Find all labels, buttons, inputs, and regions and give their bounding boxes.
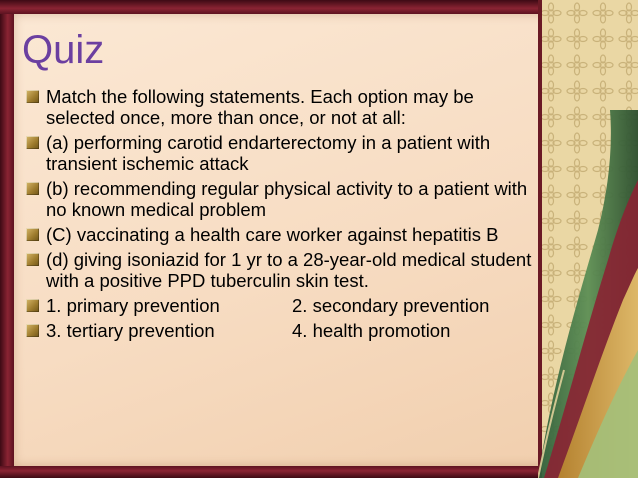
square-bullet-icon [26, 253, 39, 266]
list-item-text: (d) giving isoniazid for 1 yr to a 28-year-old medical student with a positive PPD tuberculin skin test. [46, 249, 532, 291]
square-bullet-icon [26, 136, 39, 149]
list-item [22, 224, 547, 245]
option-right: 2. secondary prevention [292, 295, 490, 316]
square-bullet-icon [26, 228, 39, 241]
slide-frame-bottom [0, 466, 560, 478]
option-left: 1. primary prevention [46, 295, 220, 316]
square-bullet-icon [26, 324, 39, 337]
list-item-text: (C) vaccinating a health care worker against hepatitis B [46, 224, 499, 245]
option-row [22, 295, 547, 316]
floral-ribbon-decoration-icon [538, 0, 638, 478]
option-right: 4. health promotion [292, 320, 451, 341]
list-item [22, 178, 547, 220]
square-bullet-icon [26, 182, 39, 195]
slide-title: Quiz [22, 28, 105, 72]
list-item-text: (b) recommending regular physical activity to a patient with no known medical problem [46, 178, 528, 220]
option-left: 3. tertiary prevention [46, 320, 215, 341]
square-bullet-icon [26, 299, 39, 312]
list-item-text: (a) performing carotid endarterectomy in a patient with transient ischemic attack [46, 132, 491, 174]
slide-frame-left [0, 0, 14, 478]
list-item [22, 132, 547, 174]
quiz-statement-list [22, 86, 547, 345]
list-item [22, 249, 547, 291]
slide-frame-top [0, 0, 560, 14]
list-item-text: Match the following statements. Each option may be selected once, more than once, or not at all: [46, 86, 474, 128]
option-row [22, 320, 547, 341]
list-item [22, 86, 547, 128]
square-bullet-icon [26, 90, 39, 103]
